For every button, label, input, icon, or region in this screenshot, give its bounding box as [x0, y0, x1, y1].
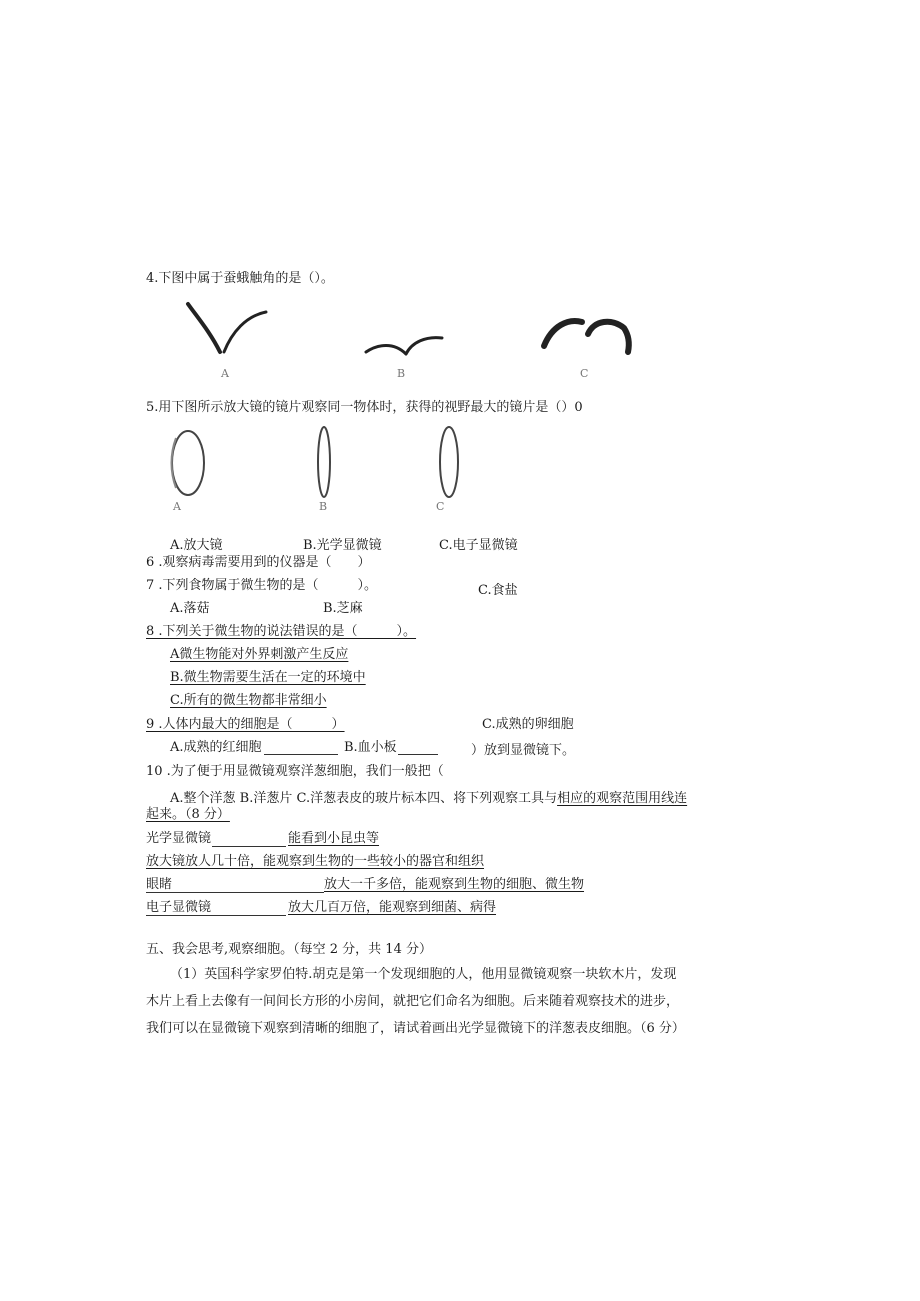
q9-option-c: C.成熟的卵细胞	[482, 717, 574, 732]
q9-blank-line-2	[398, 754, 438, 755]
antenna-figure-b	[362, 330, 447, 360]
q6-option-a: A.放大镜	[170, 538, 223, 553]
q10-score: 起来。（8 分）	[146, 807, 230, 822]
q5-stem: 5.用下图所示放大镜的镜片观察同一物体时，获得的视野最大的镜片是（）0	[146, 400, 583, 415]
q5-label-c: C	[436, 500, 445, 513]
match-left-3: 眼睹	[146, 877, 173, 892]
section-five-title: 五、我会思考,观察细胞。（每空 2 分，共 14 分）	[146, 942, 432, 957]
q4-label-b: B	[397, 367, 406, 380]
match-underline-4	[146, 915, 286, 916]
q10-options-text: A.整个洋葱 B.洋葱片 C.洋葱表皮的玻片标本四、将下列观察工具与	[170, 791, 558, 806]
q6-option-c: C.电子显微镜	[439, 538, 518, 553]
q8-stem: 8 .下列关于微生物的说法错误的是（ ）。	[146, 624, 417, 639]
match-left-4: 电子显微镜	[146, 900, 212, 915]
lens-figure-c	[436, 424, 462, 500]
q5-label-b: B	[319, 500, 328, 513]
q4-label-c: C	[580, 367, 589, 380]
antenna-figure-c	[540, 312, 635, 360]
match-left-1: 光学显微镜	[146, 831, 212, 846]
section-five-paragraph-line-2: 木片上看上去像有一间间长方形的小房间，就把它们命名为细胞。后来随着观察技术的进步，	[146, 994, 680, 1009]
section-five-paragraph-line-3: 我们可以在显微镜下观察到清晰的细胞了，请试着画出光学显微镜下的洋葱表皮细胞。（6 分）	[146, 1021, 685, 1036]
q7-option-b: B.芝麻	[323, 601, 363, 616]
q7-stem: 7 .下列食物属于微生物的是（ ）。	[146, 578, 378, 593]
q9-tail: ）放到显微镜下。	[471, 743, 576, 758]
q9-option-a: A.成熟的红细胞	[170, 740, 262, 755]
q6-option-b: B.光学显微镜	[303, 538, 382, 553]
q7-option-c: C.食盐	[478, 583, 518, 598]
q4-label-a: A	[221, 367, 229, 380]
q9-option-b: B.血小板	[344, 740, 397, 755]
q8-option-c: C.所有的微生物都非常细小	[170, 693, 327, 708]
match-right-4: 放大几百万倍，能观察到细菌、病得	[288, 900, 497, 915]
q10-matching-instruction: 相应的观察范围用线连	[557, 791, 688, 806]
q4-stem: 4.下图中属于蚕蛾触角的是（）。	[146, 271, 334, 286]
lens-figure-a	[166, 428, 210, 498]
lens-figure-b	[314, 424, 334, 500]
match-underline-1	[212, 846, 286, 847]
q8-option-a: A微生物能对外界刺激产生反应	[170, 647, 349, 662]
q9-stem: 9 .人体内最大的细胞是（ ）	[146, 717, 345, 732]
q5-label-a: A	[173, 500, 181, 513]
q7-option-a: A.落菇	[170, 601, 210, 616]
q9-blank-line	[264, 754, 338, 755]
q10-stem: 10 .为了便于用显微镜观察洋葱细胞，我们一般把（	[146, 764, 444, 779]
match-left-2: 放大镜放人几十倍，能观察到生物的一些较小的器官和组织	[146, 854, 485, 869]
section-five-paragraph-line-1: （1）英国科学家罗伯特.胡克是第一个发现细胞的人，他用显微镜观察一块软木片，发现	[170, 967, 677, 982]
antenna-figure-a	[180, 300, 270, 360]
match-right-3: 放大一千多倍，能观察到生物的细胞、微生物	[324, 877, 585, 892]
match-underline-3	[146, 892, 324, 893]
q8-option-b: B.微生物需要生活在一定的环境中	[170, 670, 366, 685]
q10-options-line	[170, 790, 687, 808]
q6-stem: 6 .观察病毒需要用到的仪器是（ ）	[146, 555, 371, 570]
match-right-1: 能看到小昆虫等	[288, 831, 380, 846]
